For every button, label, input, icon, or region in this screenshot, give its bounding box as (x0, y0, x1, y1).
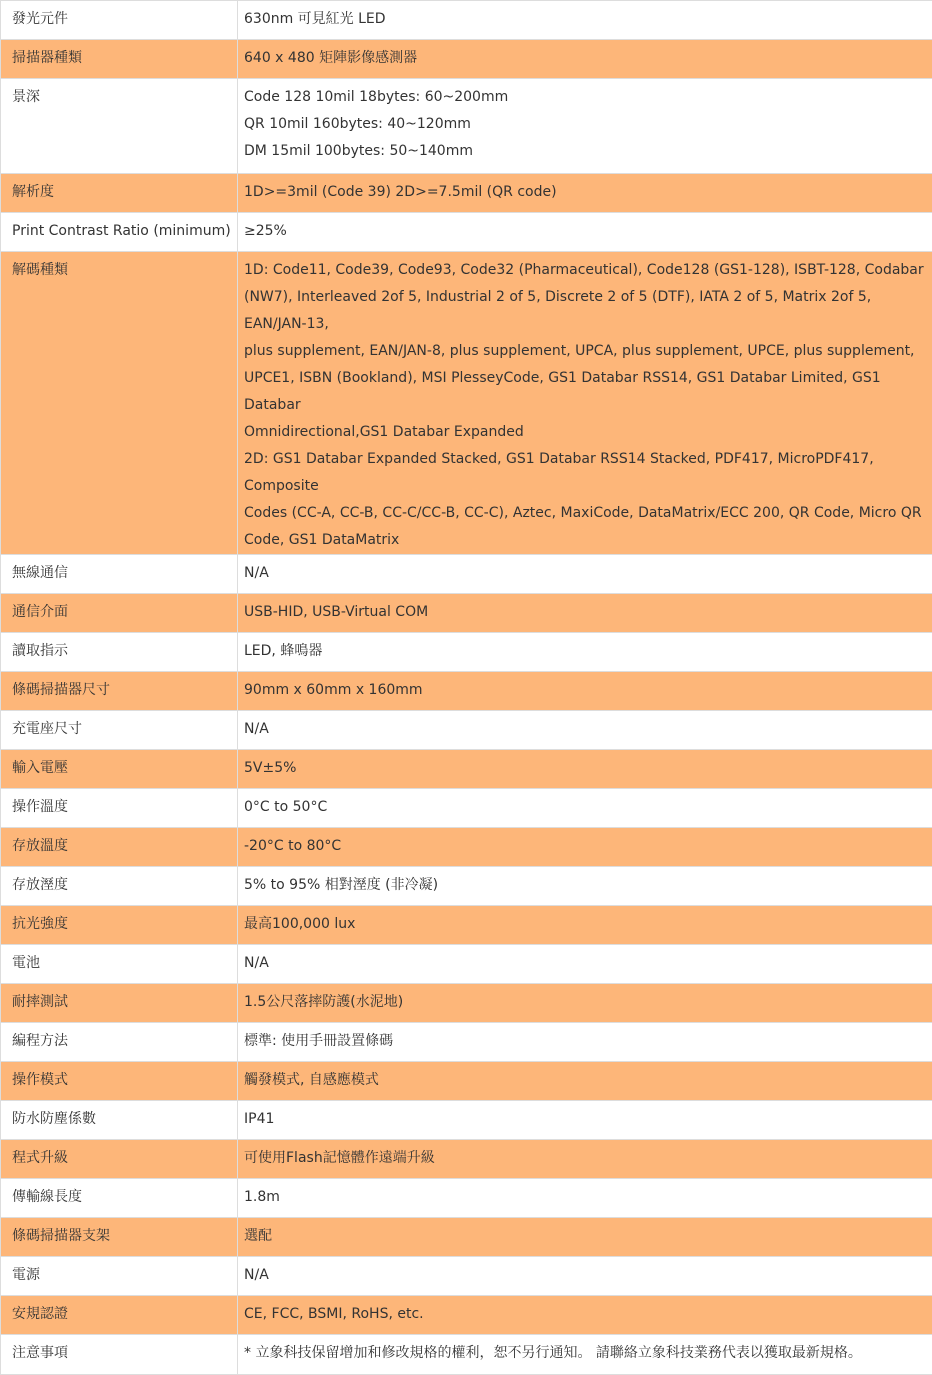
spec-value-line: 630nm 可見紅光 LED (244, 6, 926, 33)
spec-value-line: 選配 (244, 1223, 926, 1250)
spec-value-line: 640 x 480 矩陣影像感測器 (244, 45, 926, 72)
spec-label: 無線通信 (1, 555, 238, 594)
spec-label: 條碼掃描器支架 (1, 1218, 238, 1257)
spec-table-body (1, 1, 932, 1375)
spec-row (1, 1140, 932, 1179)
spec-value (238, 867, 932, 906)
spec-label: 景深 (1, 79, 238, 174)
spec-row (1, 79, 932, 174)
spec-value-line: LED, 蜂鳴器 (244, 638, 926, 665)
spec-label: 程式升級 (1, 1140, 238, 1179)
spec-value (238, 1101, 932, 1140)
spec-label: 電源 (1, 1257, 238, 1296)
spec-label: 存放溫度 (1, 828, 238, 867)
spec-row (1, 789, 932, 828)
spec-label: 抗光強度 (1, 906, 238, 945)
spec-row (1, 711, 932, 750)
spec-label: 條碼掃描器尺寸 (1, 672, 238, 711)
spec-label: 讀取指示 (1, 633, 238, 672)
spec-row (1, 984, 932, 1023)
spec-row (1, 867, 932, 906)
spec-row (1, 633, 932, 672)
spec-row (1, 1335, 932, 1375)
spec-value (238, 555, 932, 594)
spec-row (1, 1062, 932, 1101)
spec-label: 傳輸線長度 (1, 1179, 238, 1218)
spec-row (1, 213, 932, 252)
spec-row (1, 40, 932, 79)
spec-label: 掃描器種類 (1, 40, 238, 79)
spec-label: 通信介面 (1, 594, 238, 633)
spec-row (1, 174, 932, 213)
spec-value-line: 最高100,000 lux (244, 911, 926, 938)
spec-label: 解析度 (1, 174, 238, 213)
spec-label: Print Contrast Ratio (minimum) (1, 213, 238, 252)
spec-value (238, 1023, 932, 1062)
spec-value-line: ≥25% (244, 218, 926, 245)
spec-row (1, 672, 932, 711)
spec-row (1, 1296, 932, 1335)
spec-label: 發光元件 (1, 1, 238, 40)
spec-label: 注意事項 (1, 1335, 238, 1375)
spec-label: 防水防塵係數 (1, 1101, 238, 1140)
spec-label: 耐摔測試 (1, 984, 238, 1023)
spec-value (238, 1218, 932, 1257)
spec-label: 操作模式 (1, 1062, 238, 1101)
spec-value (238, 1140, 932, 1179)
spec-row (1, 555, 932, 594)
spec-value-line: Code 128 10mil 18bytes: 60~200mm (244, 84, 926, 111)
spec-value-line: 可使用Flash記憶體作遠端升級 (244, 1145, 926, 1172)
spec-value (238, 711, 932, 750)
spec-value-line: * 立象科技保留增加和修改規格的權利，恕不另行通知。 請聯絡立象科技業務代表以獲取最新規格。 (244, 1340, 926, 1367)
spec-value (238, 1062, 932, 1101)
spec-value (238, 828, 932, 867)
spec-value-line: plus supplement, EAN/JAN-8, plus supplement, UPCA, plus supplement, UPCE, plus supplement, (244, 338, 926, 365)
spec-value-line: 1.8m (244, 1184, 926, 1211)
spec-value (238, 1296, 932, 1335)
spec-label: 輸入電壓 (1, 750, 238, 789)
spec-value-line: QR 10mil 160bytes: 40~120mm (244, 111, 926, 138)
spec-value-line: 觸發模式, 自感應模式 (244, 1067, 926, 1094)
spec-value (238, 672, 932, 711)
spec-value-line: Omnidirectional,GS1 Databar Expanded (244, 419, 926, 446)
spec-value-line: 1D>=3mil (Code 39) 2D>=7.5mil (QR code) (244, 179, 926, 206)
spec-label: 安規認證 (1, 1296, 238, 1335)
spec-value (238, 79, 932, 174)
spec-value (238, 906, 932, 945)
spec-value (238, 1257, 932, 1296)
spec-value (238, 1, 932, 40)
spec-value (238, 750, 932, 789)
spec-value-line: -20°C to 80°C (244, 833, 926, 860)
spec-value-line: (NW7), Interleaved 2of 5, Industrial 2 of 5, Discrete 2 of 5 (DTF), IATA 2 of 5, Matrix 2of 5, EAN/JAN-13, (244, 284, 926, 338)
spec-value-line: IP41 (244, 1106, 926, 1133)
spec-value-line: DM 15mil 100bytes: 50~140mm (244, 138, 926, 165)
spec-value-line: 1.5公尺落摔防護(水泥地) (244, 989, 926, 1016)
spec-label: 電池 (1, 945, 238, 984)
spec-label: 存放溼度 (1, 867, 238, 906)
spec-row (1, 1023, 932, 1062)
spec-value-line: 1D: Code11, Code39, Code93, Code32 (Pharmaceutical), Code128 (GS1-128), ISBT-128, Codabar (244, 257, 926, 284)
spec-value (238, 594, 932, 633)
spec-value (238, 984, 932, 1023)
spec-value-line: 0°C to 50°C (244, 794, 926, 821)
spec-row (1, 828, 932, 867)
spec-row (1, 1101, 932, 1140)
spec-row (1, 1218, 932, 1257)
spec-row (1, 945, 932, 984)
spec-label: 充電座尺寸 (1, 711, 238, 750)
spec-row (1, 252, 932, 555)
spec-value-line: 2D: GS1 Databar Expanded Stacked, GS1 Databar RSS14 Stacked, PDF417, MicroPDF417, Composite (244, 446, 926, 500)
spec-value-line: USB-HID, USB-Virtual COM (244, 599, 926, 626)
spec-row (1, 594, 932, 633)
spec-value (238, 174, 932, 213)
spec-value (238, 789, 932, 828)
spec-value (238, 40, 932, 79)
spec-value-line: CE, FCC, BSMI, RoHS, etc. (244, 1301, 926, 1328)
spec-value-line: N/A (244, 1262, 926, 1289)
spec-value-line: N/A (244, 560, 926, 587)
spec-row (1, 750, 932, 789)
spec-value-line: Code, GS1 DataMatrix (244, 527, 926, 554)
spec-value (238, 252, 932, 555)
spec-value-line: N/A (244, 716, 926, 743)
spec-row (1, 906, 932, 945)
spec-value-line: Codes (CC-A, CC-B, CC-C/CC-B, CC-C), Aztec, MaxiCode, DataMatrix/ECC 200, QR Code, Micro QR (244, 500, 926, 527)
spec-value-line: 5% to 95% 相對溼度 (非冷凝) (244, 872, 926, 899)
spec-value-line: UPCE1, ISBN (Bookland), MSI PlesseyCode, GS1 Databar RSS14, GS1 Databar Limited, GS1 Databar (244, 365, 926, 419)
spec-value-line: 標準: 使用手冊設置條碼 (244, 1028, 926, 1055)
spec-value (238, 945, 932, 984)
spec-label: 操作溫度 (1, 789, 238, 828)
spec-label: 解碼種類 (1, 252, 238, 555)
spec-value (238, 633, 932, 672)
spec-row (1, 1179, 932, 1218)
spec-row (1, 1, 932, 40)
spec-value-line: 5V±5% (244, 755, 926, 782)
spec-value (238, 213, 932, 252)
spec-value (238, 1335, 932, 1375)
spec-label: 編程方法 (1, 1023, 238, 1062)
spec-value-line: 90mm x 60mm x 160mm (244, 677, 926, 704)
spec-value-line: N/A (244, 950, 926, 977)
spec-row (1, 1257, 932, 1296)
spec-value (238, 1179, 932, 1218)
